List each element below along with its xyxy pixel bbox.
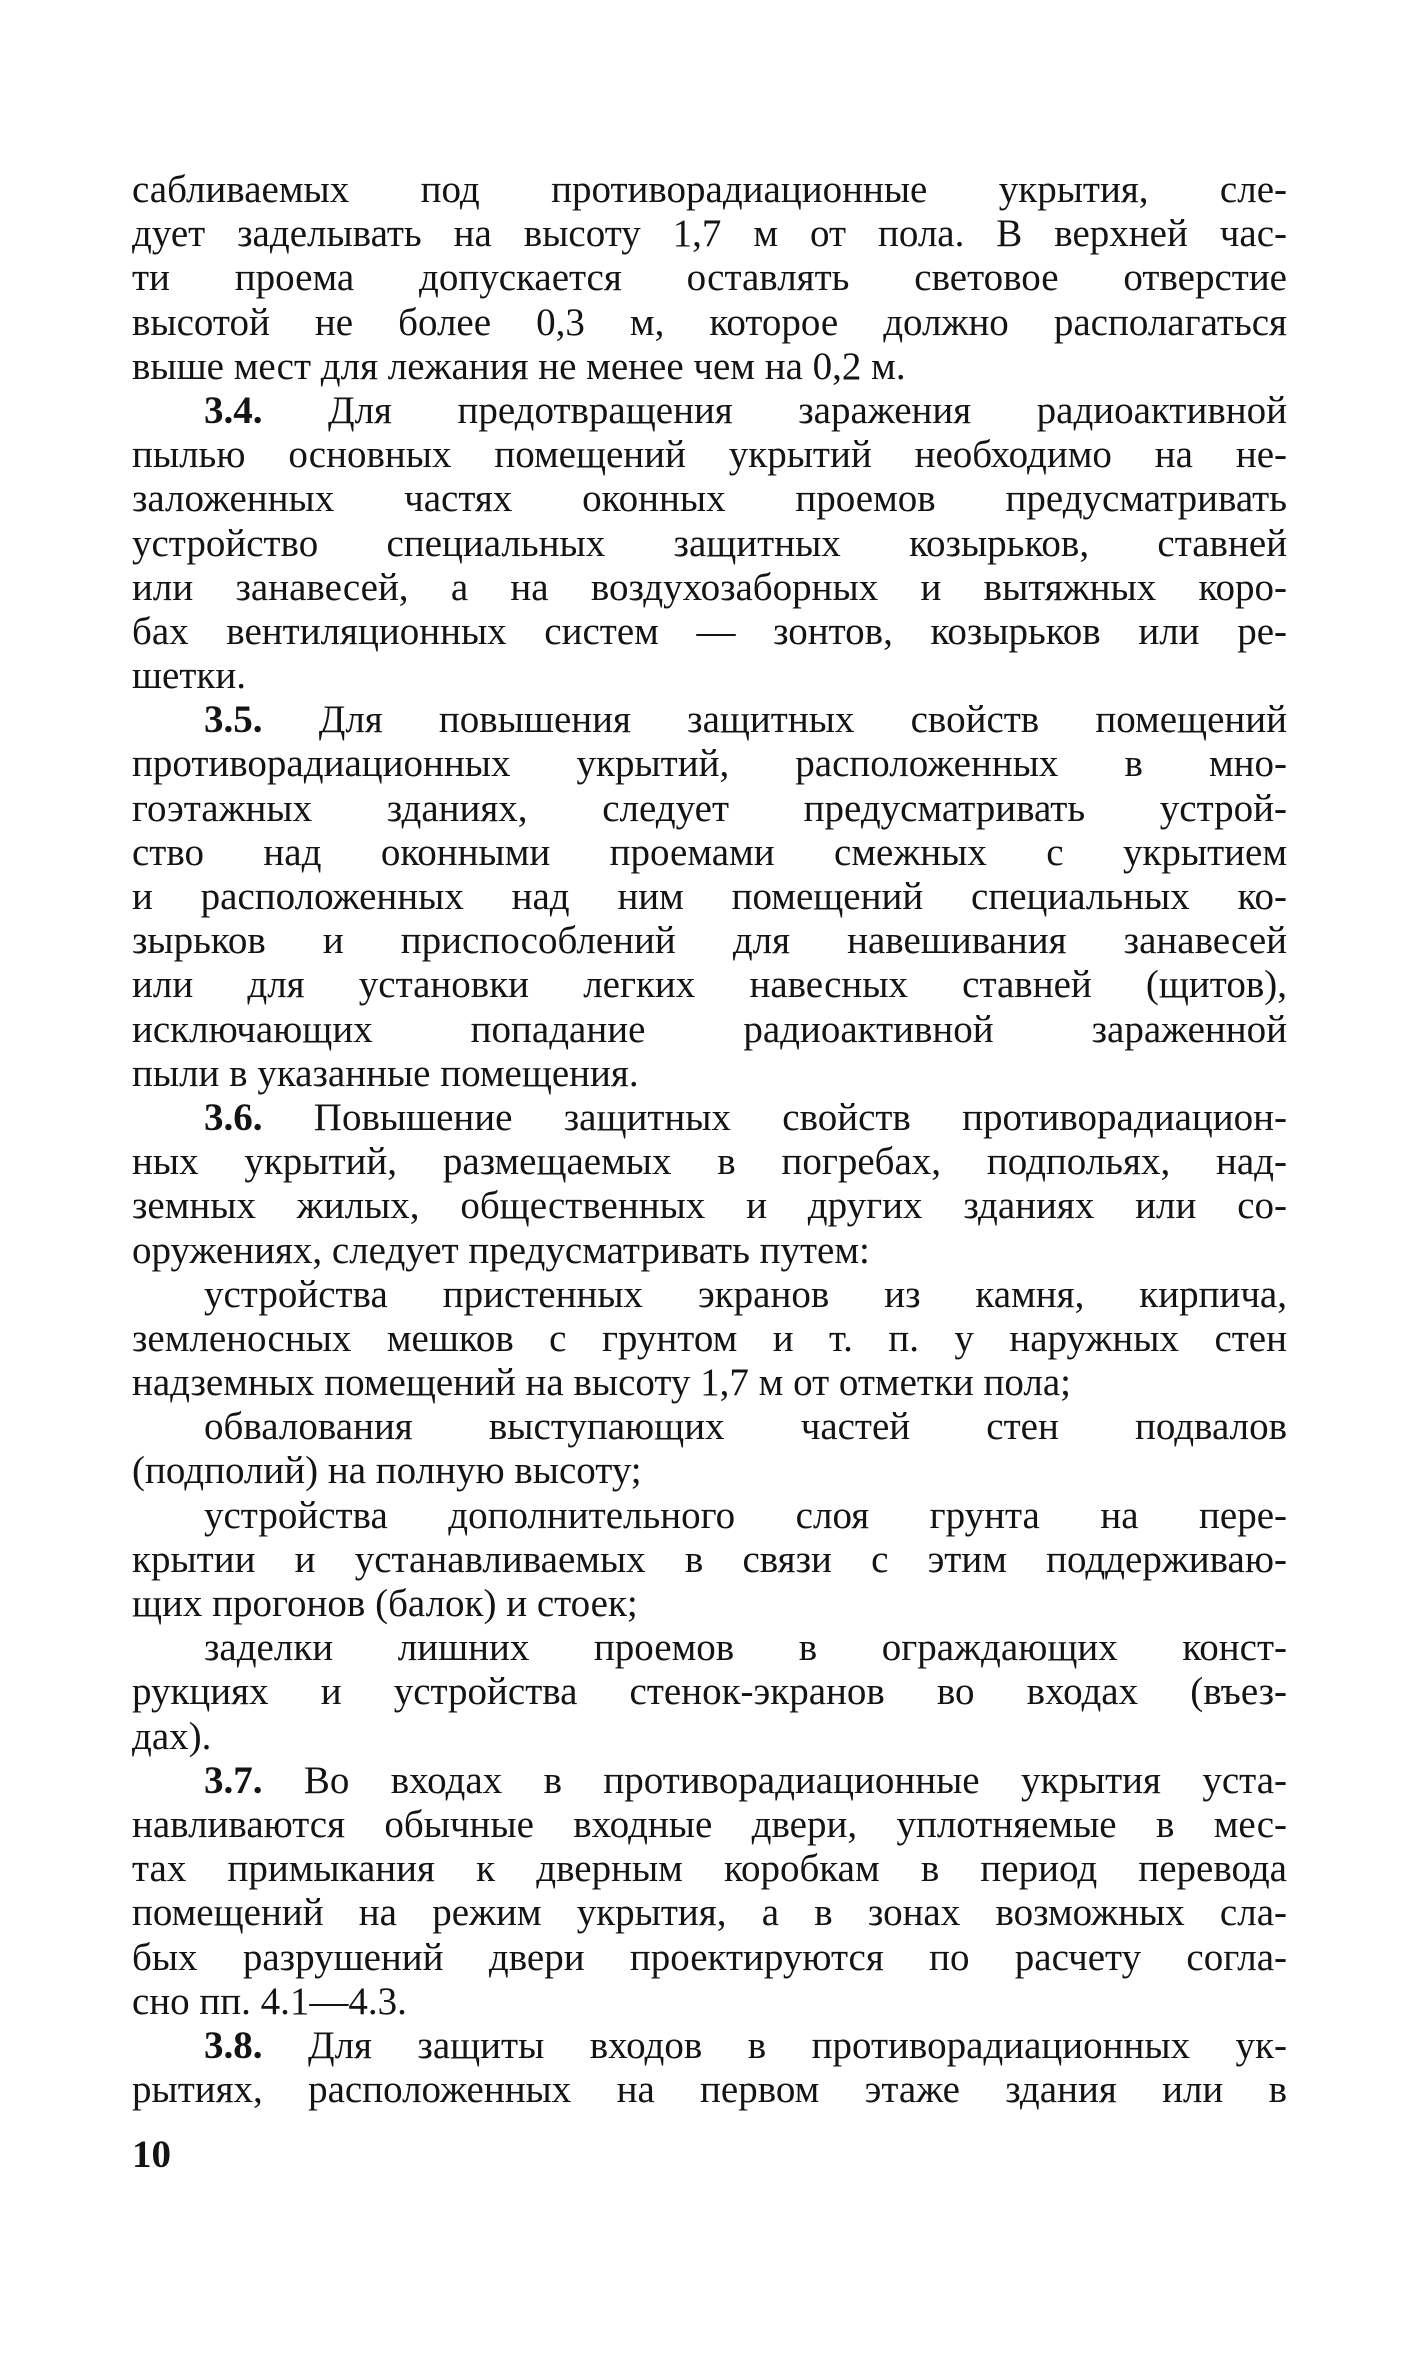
text-line: зырьков и приспособлений для навешивания занавесей (132, 919, 1287, 963)
text-line: щих прогонов (балок) и стоек; (132, 1582, 638, 1625)
text-line: и расположенных над ним помещений специальных ко- (132, 875, 1287, 918)
paragraph-3-8-start (132, 2024, 1287, 2068)
text-line: или занавесей, а на воздухозаборных и вытяжных коро- (132, 565, 1287, 609)
text-line: надземных помещений на высоту 1,7 м от отметки пола; (132, 1361, 1071, 1405)
text-line: дах). (132, 1714, 212, 1758)
text-line: шетки. (132, 654, 246, 698)
text-line: ных укрытий, размещаемых в погребах, подпольях, над- (132, 1140, 1287, 1184)
text-line: ти проема допускается оставлять световое отверстие (132, 256, 1287, 300)
text-line: оружениях, следует предусматривать путем: (132, 1228, 870, 1272)
text-line: рукциях и устройства стенок-экранов во входах (въез- (132, 1670, 1287, 1714)
text-line: тах примыкания к дверным коробкам в период перевода (132, 1847, 1287, 1891)
text-line: земленосных мешков с грунтом и т. п. у наружных стен (132, 1316, 1287, 1360)
text-line: исключающих попадание радиоактивной зараженной (132, 1007, 1287, 1051)
text-line: противорадиационных укрытий, расположенных в мно- (132, 742, 1287, 786)
text-line: бах вентиляционных систем — зонтов, козырьков или ре- (132, 609, 1287, 653)
list-item-start: устройства дополнительного слоя грунта на пере- (204, 1493, 1287, 1537)
text-line: навливаются обычные входные двери, уплотняемые в мес- (132, 1802, 1287, 1846)
text-line: (подполий) на полную высоту; (132, 1449, 642, 1493)
section-number: 3.7. (204, 1758, 263, 1802)
text-line: дует заделывать на высоту 1,7 м от пола. В верхней час- (132, 212, 1287, 256)
section-number: 3.4. (204, 388, 263, 432)
text-line: земных жилых, общественных и других зданиях или со- (132, 1184, 1287, 1228)
text-line: Для предотвращения заражения радиоактивной (262, 388, 1287, 432)
text-line: или для установки легких навесных ставней (щитов), (132, 963, 1287, 1007)
text-line: Во входах в противорадиационные укрытия уста- (262, 1758, 1287, 1802)
text-line: заложенных частях оконных проемов предусматривать (132, 477, 1287, 521)
section-number: 3.5. (204, 698, 263, 742)
paragraph-3-7-start (132, 1759, 1287, 1803)
text-line: пылью основных помещений укрытий необходимо на не- (132, 433, 1287, 477)
text-line: рытиях, расположенных на первом этаже здания или в (132, 2068, 1287, 2112)
text-line: выше мест для лежания не менее чем на 0,2 м. (132, 344, 906, 388)
text-line: высотой не более 0,3 м, которое должно располагаться (132, 300, 1287, 344)
text-line: ство над оконными проемами смежных с укрытием (132, 830, 1287, 874)
document-page (132, 168, 1287, 2168)
text-line: гоэтажных зданиях, следует предусматривать устрой- (132, 786, 1287, 830)
paragraph-3-5-start (132, 698, 1287, 742)
paragraph-3-6-start (132, 1096, 1287, 1140)
section-number: 3.6. (204, 1095, 263, 1139)
list-item-start: заделки лишних проемов в ограждающих конст- (204, 1626, 1287, 1670)
text-line: бых разрушений двери проектируются по расчету согла- (132, 1935, 1287, 1979)
text-line: крытии и устанавливаемых в связи с этим поддерживаю- (132, 1537, 1287, 1581)
page-number: 10 (132, 2133, 171, 2176)
text-line: Для защиты входов в противорадиационных ук- (262, 2023, 1287, 2067)
paragraph-3-4-start (132, 389, 1287, 433)
text-line: устройство специальных защитных козырьков, ставней (132, 521, 1287, 565)
text-line: Для повышения защитных свойств помещений (262, 698, 1287, 742)
list-item-start: обвалования выступающих частей стен подвалов (204, 1405, 1287, 1449)
text-line: Повышение защитных свойств противорадиацион- (262, 1095, 1287, 1139)
text-line: сно пп. 4.1—4.3. (132, 1979, 407, 2023)
section-number: 3.8. (204, 2023, 263, 2067)
text-line: пыли в указанные помещения. (132, 1051, 639, 1095)
list-item-start: устройства пристенных экранов из камня, кирпича, (204, 1272, 1287, 1316)
text-line: помещений на режим укрытия, а в зонах возможных сла- (132, 1891, 1287, 1935)
text-line: сабливаемых под противорадиационные укрытия, сле- (132, 168, 1287, 211)
